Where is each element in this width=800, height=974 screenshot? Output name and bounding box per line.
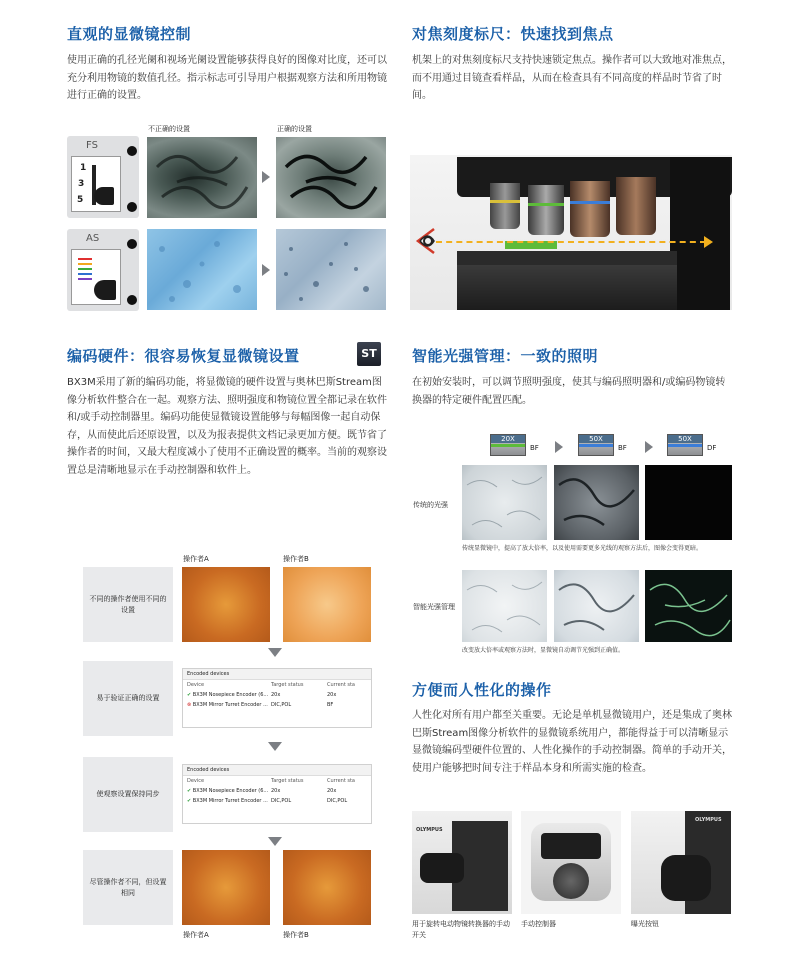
objective-3-mode: DF [707, 444, 717, 452]
smart-image-50x-bf [554, 570, 639, 642]
as-lever-knob[interactable] [94, 280, 116, 300]
traditional-label: 传统的光强 [413, 501, 448, 509]
fs-arrow-icon [262, 171, 270, 183]
as-arrow-icon [262, 264, 270, 276]
objective-2-mode: BF [618, 444, 627, 452]
ergonomic-body: 人性化对所有用户都至关重要。无论是单机显微镜用户，还是集成了奥林巴斯Stream图像分析软件的显微镜系统用户，都能得益于可以清晰显示显微镜编码型硬件位置的、人性化操作的手动控制器。简单的手动开关，使用户能够把时间专注于样品本身和所需实施的检查。 [412, 710, 732, 774]
focus-scale-photo [410, 155, 732, 310]
photo-hand-controller [521, 811, 621, 914]
row2-label: 易于验证正确的设置 [96, 694, 160, 702]
eye-icon [414, 227, 436, 255]
table1-row-nosepiece: ✔ BX3M Nosepiece Encoder (6... 20x 20x [187, 692, 337, 698]
down-arrow-2-icon [268, 742, 282, 751]
caption-exposure-button: 曝光按钮 [631, 920, 659, 928]
as-right-image [276, 229, 386, 310]
photo-hand-switch [412, 811, 512, 914]
fs-lever-knob[interactable] [94, 187, 114, 205]
focus-body: 机架上的对焦刻度标尺支持快速锁定焦点。操作者可以大致地对准焦点，而不用通过目镜查看样品，从而在检查具有不同高度的样品时节省了时间。 [412, 55, 732, 101]
row3-label: 使观察设置保持同步 [96, 790, 160, 798]
operator-b-label-top: 操作者B [283, 555, 309, 563]
fs-right-image [276, 137, 386, 218]
smart-label: 智能光强管理 [413, 603, 455, 611]
row1-label-box [83, 567, 173, 642]
operator-b-image-2 [283, 850, 371, 925]
operator-a-image-1 [182, 567, 270, 642]
right-setting-label: 正确的设置 [277, 125, 312, 133]
section-title-focus: 对焦刻度标尺：快速找到焦点 [412, 25, 614, 43]
table1-row-turret: ⊗ BX3M Mirror Turret Encoder ... DIC,POL BF [187, 702, 334, 708]
operator-b-label-bottom: 操作者B [283, 931, 309, 939]
traditional-image-20x [462, 465, 547, 540]
objective-1-mode: BF [530, 444, 539, 452]
brand-label-1: OLYMPUS [416, 827, 443, 833]
operator-a-label-top: 操作者A [183, 555, 209, 563]
caption-hand-switch: 用于旋转电动物镜转换器的手动开关 [412, 920, 510, 939]
objective-1: 20X [490, 434, 526, 456]
down-arrow-1-icon [268, 648, 282, 657]
objective-arrow-2-icon [645, 441, 653, 453]
traditional-caption: 传统显微镜中，提高了放大倍率，以及使用需要更多光线的观察方法后，图像会变得更暗。 [462, 545, 703, 552]
row2-label-box [83, 661, 173, 736]
objective-3: 50X [667, 434, 703, 456]
row4-label: 尽管操作者不同，但设置相同 [89, 877, 167, 897]
fs-control-panel [67, 136, 139, 218]
photo-exposure-button [631, 811, 731, 914]
operator-a-label-bottom: 操作者A [183, 931, 209, 939]
coded-body: BX3M采用了新的编码功能，将显微镜的硬件设置与奥林巴斯Stream图像分析软件整合在一起。观察方法、照明强度和物镜位置全都记录在软件和/或手动控制器里。编码功能使显微镜设置能够与每幅图像一起自动保存，从而使此后还原设置，以及为报表提供文档记录更加方便。既节省了操作者的时间，又最大程度减小了使用不正确设置的概率。当前的观察设置总是清晰地显示在手动控制器和软件上。 [67, 377, 387, 476]
row1-label: 不同的操作者使用不同的设置 [89, 594, 167, 614]
table1-title: Encoded devices [183, 669, 371, 680]
smart-image-20x [462, 570, 547, 642]
smart-caption: 改变放大倍率或观察方法时，显微镜自动调节光强到正确值。 [462, 647, 625, 654]
fs-scale-panel [71, 156, 121, 212]
encoded-devices-table-2: Encoded devices Device Target status Current sta ✔ BX3M Nosepiece Encoder (6... 20x 20x ✔ BX3M Mirror Turret Encoder ... DIC,POL DIC,POL [182, 764, 372, 824]
wrong-setting-label: 不正确的设置 [148, 125, 190, 133]
traditional-image-50x-df [645, 465, 732, 540]
section-title-ergonomic: 方便而人性化的操作 [412, 681, 552, 699]
brand-label-2: OLYMPUS [695, 817, 722, 823]
section-title-light: 智能光强管理：一致的照明 [412, 347, 599, 365]
section-title-aperture: 直观的显微镜控制 [67, 25, 192, 43]
light-body: 在初始安装时，可以调节照明强度，使其与编码照明器和/或编码物镜转换器的特定硬件配置匹配。 [412, 377, 726, 406]
row4-label-box [83, 850, 173, 925]
fs-wrong-image [147, 137, 257, 218]
smart-image-50x-df [645, 570, 732, 642]
fs-label: FS [86, 140, 98, 151]
traditional-image-50x-bf [554, 465, 639, 540]
as-control-panel [67, 229, 139, 311]
as-label: AS [86, 233, 100, 244]
caption-hand-controller: 手动控制器 [521, 920, 556, 928]
focus-dashed-arrow [436, 241, 706, 243]
row3-label-box [83, 757, 173, 832]
fs-mark-3: 3 [78, 179, 85, 189]
objective-arrow-1-icon [555, 441, 563, 453]
table2-row-turret: ✔ BX3M Mirror Turret Encoder ... DIC,POL DIC,POL [187, 798, 348, 804]
stream-st-badge: ST [357, 342, 381, 366]
encoded-devices-table-1: Encoded devices Device Target status Current sta ✔ BX3M Nosepiece Encoder (6... 20x 20x ⊗ BX3M Mirror Turret Encoder ... DIC,POL BF [182, 668, 372, 728]
controller-dial [553, 863, 589, 899]
aperture-body: 使用正确的孔径光阑和视场光阑设置能够获得良好的图像对比度，还可以充分利用物镜的数值孔径。指示标志可引导用户根据观察方法和所用物镜进行正确的设置。 [67, 55, 387, 101]
as-wrong-image [147, 229, 257, 310]
fs-mark-5: 5 [77, 195, 84, 205]
section-title-coded: 编码硬件：很容易恢复显微镜设置 [67, 347, 300, 365]
down-arrow-3-icon [268, 837, 282, 846]
objective-2: 50X [578, 434, 614, 456]
operator-b-image-1 [283, 567, 371, 642]
table2-title: Encoded devices [183, 765, 371, 776]
operator-a-image-2 [182, 850, 270, 925]
table2-row-nosepiece: ✔ BX3M Nosepiece Encoder (6... 20x 20x [187, 788, 337, 794]
fs-mark-1: 1 [80, 163, 87, 173]
as-scale-panel [71, 249, 121, 305]
